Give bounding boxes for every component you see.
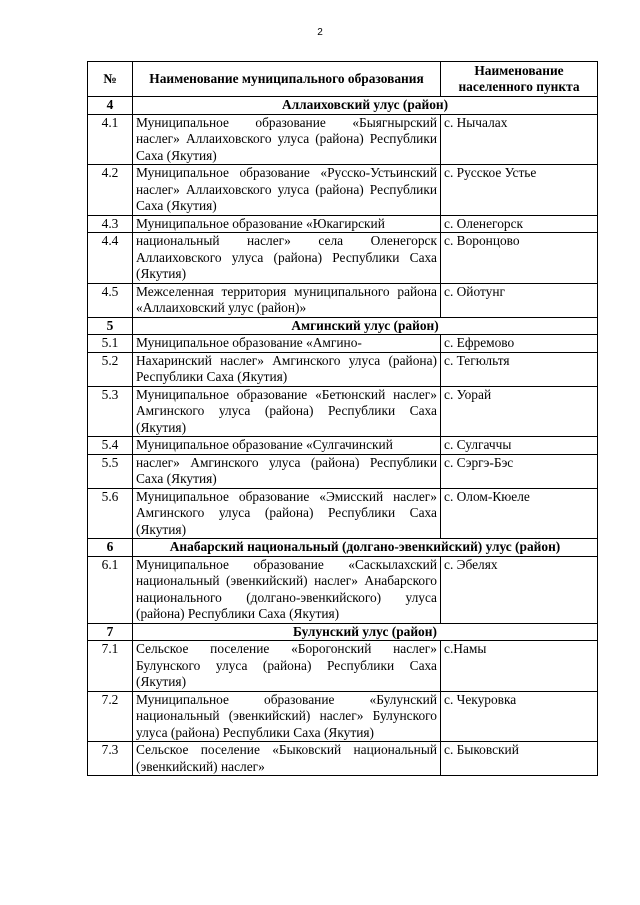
municipality-name: Сельское поселение «Борогонский наслег» Булунского улуса (района) Республики Саха (Якутия)	[133, 641, 441, 692]
municipality-name: Межселенная территория муниципального района «Аллаиховский улус (район)»	[133, 283, 441, 317]
row-number: 4.3	[88, 215, 133, 233]
settlement-cell	[441, 283, 598, 317]
settlement-cell	[441, 233, 598, 284]
row-number: 5.1	[88, 335, 133, 353]
table-row	[88, 283, 598, 317]
section-row	[88, 623, 598, 641]
municipality-name: Муниципальное образование «Быягнырский наслег» Аллаиховского улуса (района) Республики Саха (Якутия)	[133, 114, 441, 165]
table-row	[88, 114, 598, 165]
header-municipality: Наименование муниципального образования	[133, 62, 441, 97]
section-row	[88, 97, 598, 115]
table-row	[88, 454, 598, 488]
section-title: Аллаиховский улус (район)	[133, 97, 598, 115]
municipality-name: национальный наслег» села Оленегорск Аллаиховского улуса (района) Республики Саха (Якутия)	[133, 233, 441, 284]
municipality-name: Муниципальное образование «Юкагирский	[133, 215, 441, 233]
section-title: Амгинский улус (район)	[133, 317, 598, 335]
table-body	[88, 97, 598, 776]
settlement-name: с. Эбелях	[444, 556, 498, 572]
header-number: №	[88, 62, 133, 97]
row-number: 4.2	[88, 165, 133, 216]
settlement-name: с. Сулгаччы	[444, 437, 512, 452]
settlement-cell	[441, 114, 598, 165]
municipality-name: Муниципальное образование «Булунский национальный (эвенкийский) наслег» Булунского улуса (района) Республики Саха (Якутия)	[133, 691, 441, 742]
section-number: 4	[88, 97, 133, 115]
table-row	[88, 742, 598, 776]
municipality-name: Муниципальное образование «Бетюнский наслег» Амгинского улуса (района) Республики Саха (Якутия)	[133, 386, 441, 437]
settlement-name: с.Намы	[444, 641, 487, 656]
section-title: Булунский улус (район)	[133, 623, 598, 641]
table-row	[88, 215, 598, 233]
settlement-cell	[441, 352, 598, 386]
table-row	[88, 641, 598, 692]
table-row	[88, 488, 598, 539]
section-title: Анабарский национальный (долгано-эвенкийский) улус (район)	[133, 539, 598, 557]
settlement-name: с. Уорай	[444, 386, 492, 402]
table-row	[88, 335, 598, 353]
row-number: 7.3	[88, 742, 133, 776]
municipality-table	[87, 61, 598, 776]
row-number: 6.1	[88, 556, 133, 623]
settlement-cell	[441, 691, 598, 742]
settlement-name: с. Оленегорск	[444, 215, 524, 231]
section-row	[88, 539, 598, 557]
municipality-name: Муниципальное образование «Амгино-	[133, 335, 441, 353]
row-number: 5.5	[88, 454, 133, 488]
table-row	[88, 233, 598, 284]
row-number: 4.5	[88, 283, 133, 317]
settlement-cell	[441, 641, 598, 692]
section-number: 6	[88, 539, 133, 557]
row-number: 5.3	[88, 386, 133, 437]
settlement-cell	[441, 335, 598, 353]
table-header-row	[88, 62, 598, 97]
settlement-name: с. Чекуровка	[444, 691, 517, 707]
row-number: 5.6	[88, 488, 133, 539]
settlement-name: с. Быковский	[444, 742, 519, 757]
row-number: 7.1	[88, 641, 133, 692]
settlement-cell	[441, 454, 598, 488]
settlement-name: с. Олом-Кюеле	[444, 488, 530, 504]
settlement-name: с. Тегюльтя	[444, 352, 510, 368]
page-number: 2	[317, 27, 323, 38]
municipality-name: Муниципальное образование «Русско-Устьинский наслег» Аллаиховского улуса (района) Республики Саха (Якутия)	[133, 165, 441, 216]
row-number: 4.4	[88, 233, 133, 284]
row-number: 5.4	[88, 437, 133, 455]
section-number: 7	[88, 623, 133, 641]
table-row	[88, 386, 598, 437]
municipality-name: Муниципальное образование «Сулгачинский	[133, 437, 441, 455]
section-number: 5	[88, 317, 133, 335]
header-settlement: Наименование населенного пункта	[441, 62, 598, 97]
table-row	[88, 691, 598, 742]
settlement-cell	[441, 215, 598, 233]
settlement-name: с. Воронцово	[444, 233, 520, 248]
settlement-cell	[441, 556, 598, 623]
row-number: 5.2	[88, 352, 133, 386]
municipality-name: Муниципальное образование «Саскылахский национальный (эвенкийский) наслег» Анабарского национального (долгано-эвенкийского) улуса (района) Республики Саха (Якутия)	[133, 556, 441, 623]
table-row	[88, 437, 598, 455]
settlement-name: с. Ефремово	[444, 335, 515, 350]
settlement-name: с. Русское Устье	[444, 165, 537, 180]
settlement-cell	[441, 742, 598, 776]
settlement-name: с. Нычалах	[444, 114, 508, 130]
table-row	[88, 556, 598, 623]
settlement-cell	[441, 488, 598, 539]
municipality-name: наслег» Амгинского улуса (района) Республики Саха (Якутия)	[133, 454, 441, 488]
section-row	[88, 317, 598, 335]
table-row	[88, 352, 598, 386]
settlement-name: с. Сэргэ-Бэс	[444, 454, 514, 470]
row-number: 7.2	[88, 691, 133, 742]
row-number: 4.1	[88, 114, 133, 165]
municipality-name: Нахаринский наслег» Амгинского улуса (района) Республики Саха (Якутия)	[133, 352, 441, 386]
table-row	[88, 165, 598, 216]
settlement-cell	[441, 386, 598, 437]
settlement-cell	[441, 437, 598, 455]
settlement-cell	[441, 165, 598, 216]
municipality-name: Сельское поселение «Быковский национальный (эвенкийский) наслег»	[133, 742, 441, 776]
municipality-name: Муниципальное образование «Эмисский наслег» Амгинского улуса (района) Республики Саха (Якутия)	[133, 488, 441, 539]
settlement-name: с. Ойотунг	[444, 283, 506, 299]
